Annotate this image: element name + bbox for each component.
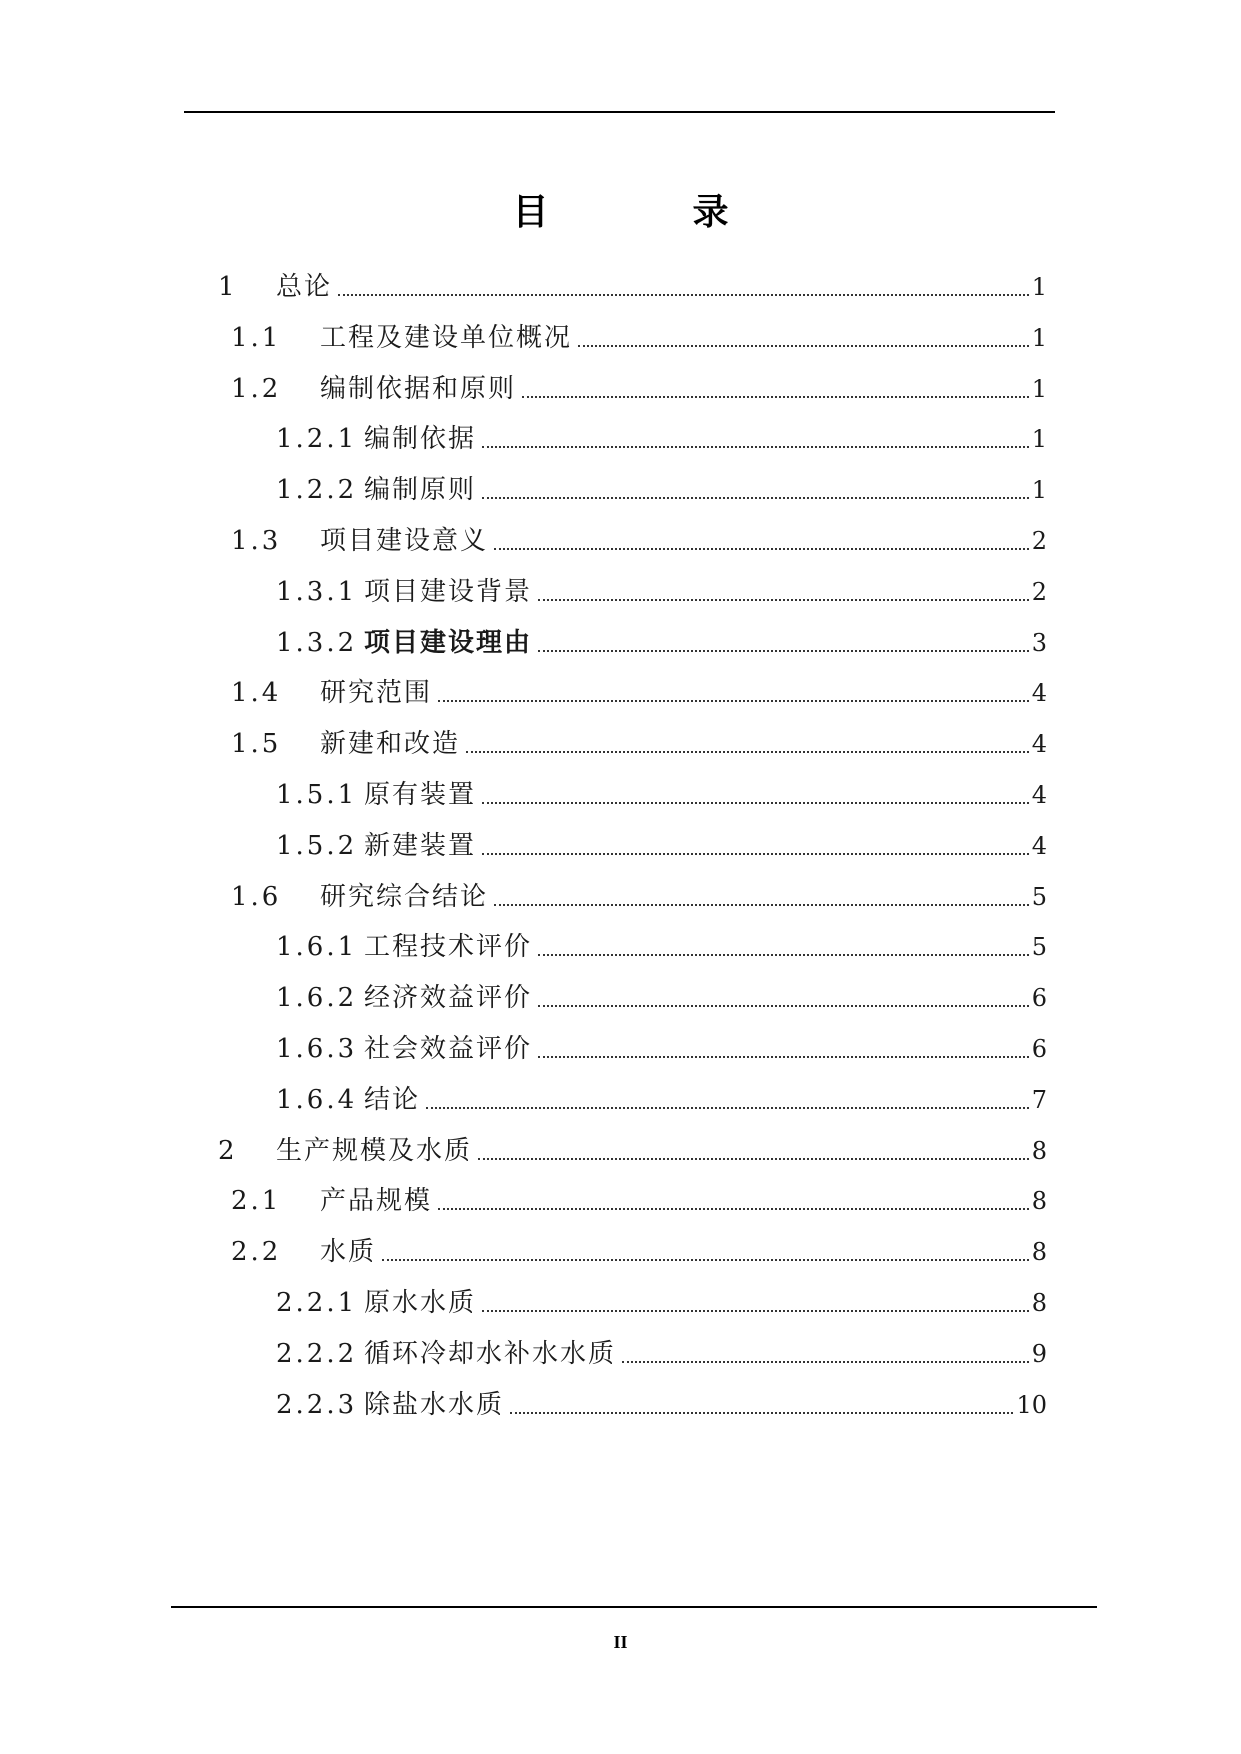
toc-entry-number: 1.6.3 — [276, 1034, 358, 1064]
footer-rule — [171, 1606, 1097, 1608]
toc-entry-page: 6 — [1031, 1035, 1047, 1063]
dot-leader — [482, 853, 1029, 855]
toc-entry[interactable] — [276, 416, 1047, 456]
toc-entry-label: 编制依据和原则 — [320, 374, 517, 404]
toc-entry[interactable] — [276, 975, 1047, 1015]
dot-leader — [538, 599, 1029, 601]
toc-entry[interactable] — [276, 620, 1047, 660]
toc-entry[interactable] — [276, 1331, 1047, 1371]
toc-entry[interactable] — [218, 264, 1047, 304]
toc-entry-page: 2 — [1031, 527, 1047, 555]
dot-leader — [538, 1005, 1029, 1007]
toc-entry-page: 2 — [1031, 578, 1047, 606]
toc-entry-page: 3 — [1031, 629, 1047, 657]
toc-entry-number: 1.1 — [231, 323, 282, 353]
toc-entry-number: 2.2.3 — [276, 1390, 358, 1420]
toc-entry-page: 8 — [1031, 1238, 1047, 1266]
toc-entry-page: 1 — [1031, 324, 1047, 352]
toc-entry-number: 1.2.1 — [276, 424, 358, 454]
toc-entry-label: 编制依据 — [364, 424, 477, 454]
toc-entry-page: 8 — [1031, 1289, 1047, 1317]
toc-entry-label: 项目建设理由 — [364, 628, 533, 658]
toc-entry[interactable] — [231, 721, 1047, 761]
toc-entry-number: 1.2.2 — [276, 475, 358, 505]
toc-entry[interactable] — [276, 467, 1047, 507]
dot-leader — [382, 1259, 1029, 1261]
toc-entry-number: 1.6.4 — [276, 1085, 358, 1115]
toc-entry-number: 1.5.1 — [276, 780, 358, 810]
toc-entry[interactable] — [276, 1280, 1047, 1320]
toc-entry-label: 项目建设意义 — [320, 526, 489, 556]
toc-entry-number: 1 — [218, 272, 238, 302]
dot-leader — [466, 751, 1029, 753]
toc-entry-label: 水质 — [320, 1237, 377, 1267]
dot-leader — [438, 700, 1029, 702]
toc-entry-page: 4 — [1031, 730, 1047, 758]
toc-entry[interactable] — [218, 1128, 1047, 1168]
toc-entry-page: 6 — [1031, 984, 1047, 1012]
toc-entry-page: 1 — [1031, 375, 1047, 403]
toc-entry-page: 8 — [1031, 1137, 1047, 1165]
toc-entry[interactable] — [276, 772, 1047, 812]
toc-entry-number: 1.3.2 — [276, 628, 358, 658]
toc-entry-label: 总论 — [276, 272, 333, 302]
toc-entry[interactable] — [276, 1077, 1047, 1117]
toc-entry-label: 工程及建设单位概况 — [320, 323, 573, 353]
dot-leader — [482, 802, 1029, 804]
toc-entry-page: 1 — [1031, 476, 1047, 504]
toc-entry[interactable] — [231, 366, 1047, 406]
toc-entry-number: 1.4 — [231, 678, 282, 708]
toc-entry-number: 2.2 — [231, 1237, 282, 1267]
toc-entry-label: 产品规模 — [320, 1186, 433, 1216]
toc-entry[interactable] — [231, 518, 1047, 558]
dot-leader — [482, 497, 1029, 499]
toc-entry-number: 2.1 — [231, 1186, 282, 1216]
dot-leader — [622, 1361, 1029, 1363]
dot-leader — [478, 1158, 1029, 1160]
toc-entry-number: 1.6.1 — [276, 932, 358, 962]
toc-entry-number: 1.2 — [231, 374, 282, 404]
toc-entry-number: 1.3.1 — [276, 577, 358, 607]
toc-entry[interactable] — [231, 315, 1047, 355]
toc-entry-page: 9 — [1031, 1340, 1047, 1368]
toc-entry-label: 除盐水水质 — [364, 1390, 505, 1420]
toc-entry-label: 项目建设背景 — [364, 577, 533, 607]
toc-entry-page: 5 — [1031, 883, 1047, 911]
toc-entry-label: 原水水质 — [364, 1288, 477, 1318]
toc-entry-page: 4 — [1031, 832, 1047, 860]
page-number-footer: II — [613, 1632, 628, 1652]
toc-entry[interactable] — [231, 670, 1047, 710]
toc-entry-page: 1 — [1031, 425, 1047, 453]
dot-leader — [426, 1107, 1029, 1109]
toc-entry-label: 经济效益评价 — [364, 983, 533, 1013]
toc-entry-label: 工程技术评价 — [364, 932, 533, 962]
toc-entry-page: 4 — [1031, 679, 1047, 707]
dot-leader — [338, 294, 1029, 296]
toc-entry-number: 1.5 — [231, 729, 282, 759]
dot-leader — [482, 1310, 1029, 1312]
toc-entry[interactable] — [276, 823, 1047, 863]
toc-entry-label: 新建装置 — [364, 831, 477, 861]
toc-entry-number: 1.6.2 — [276, 983, 358, 1013]
toc-entry-label: 生产规模及水质 — [276, 1136, 473, 1166]
toc-entry-label: 新建和改造 — [320, 729, 461, 759]
toc-entry-label: 结论 — [364, 1085, 421, 1115]
toc-entry-page: 10 — [1016, 1391, 1047, 1419]
toc-entry[interactable] — [231, 1229, 1047, 1269]
toc-entry[interactable] — [276, 924, 1047, 964]
toc-entry-label: 循环冷却水补水水质 — [364, 1339, 617, 1369]
toc-entry-label: 编制原则 — [364, 475, 477, 505]
toc-entry-page: 8 — [1031, 1187, 1047, 1215]
dot-leader — [494, 548, 1029, 550]
header-rule — [184, 111, 1055, 113]
toc-entry-label: 研究范围 — [320, 678, 433, 708]
dot-leader — [438, 1208, 1029, 1210]
dot-leader — [578, 345, 1029, 347]
toc-entry-number: 2.2.2 — [276, 1339, 358, 1369]
toc-entry[interactable] — [276, 1026, 1047, 1066]
toc-entry-number: 1.6 — [231, 882, 282, 912]
toc-entry-label: 原有装置 — [364, 780, 477, 810]
toc-entry[interactable] — [231, 1178, 1047, 1218]
dot-leader — [482, 446, 1029, 448]
dot-leader — [510, 1412, 1013, 1414]
toc-entry-number: 2.2.1 — [276, 1288, 358, 1318]
dot-leader — [522, 396, 1029, 398]
toc-entry-number: 1.3 — [231, 526, 282, 556]
toc-entry-page: 4 — [1031, 781, 1047, 809]
toc-entry-number: 1.5.2 — [276, 831, 358, 861]
toc-entry[interactable] — [276, 569, 1047, 609]
dot-leader — [538, 954, 1029, 956]
toc-title: 目 录 — [512, 192, 783, 233]
dot-leader — [494, 904, 1029, 906]
toc-entry-label: 社会效益评价 — [364, 1034, 533, 1064]
dot-leader — [538, 650, 1029, 652]
toc-entry[interactable] — [231, 874, 1047, 914]
toc-entry-label: 研究综合结论 — [320, 882, 489, 912]
dot-leader — [538, 1056, 1029, 1058]
toc-entry-number: 2 — [218, 1136, 238, 1166]
toc-entry-page: 7 — [1031, 1086, 1047, 1114]
toc-entry-page: 5 — [1031, 933, 1047, 961]
toc-entry[interactable] — [276, 1382, 1047, 1422]
toc-entry-page: 1 — [1031, 273, 1047, 301]
